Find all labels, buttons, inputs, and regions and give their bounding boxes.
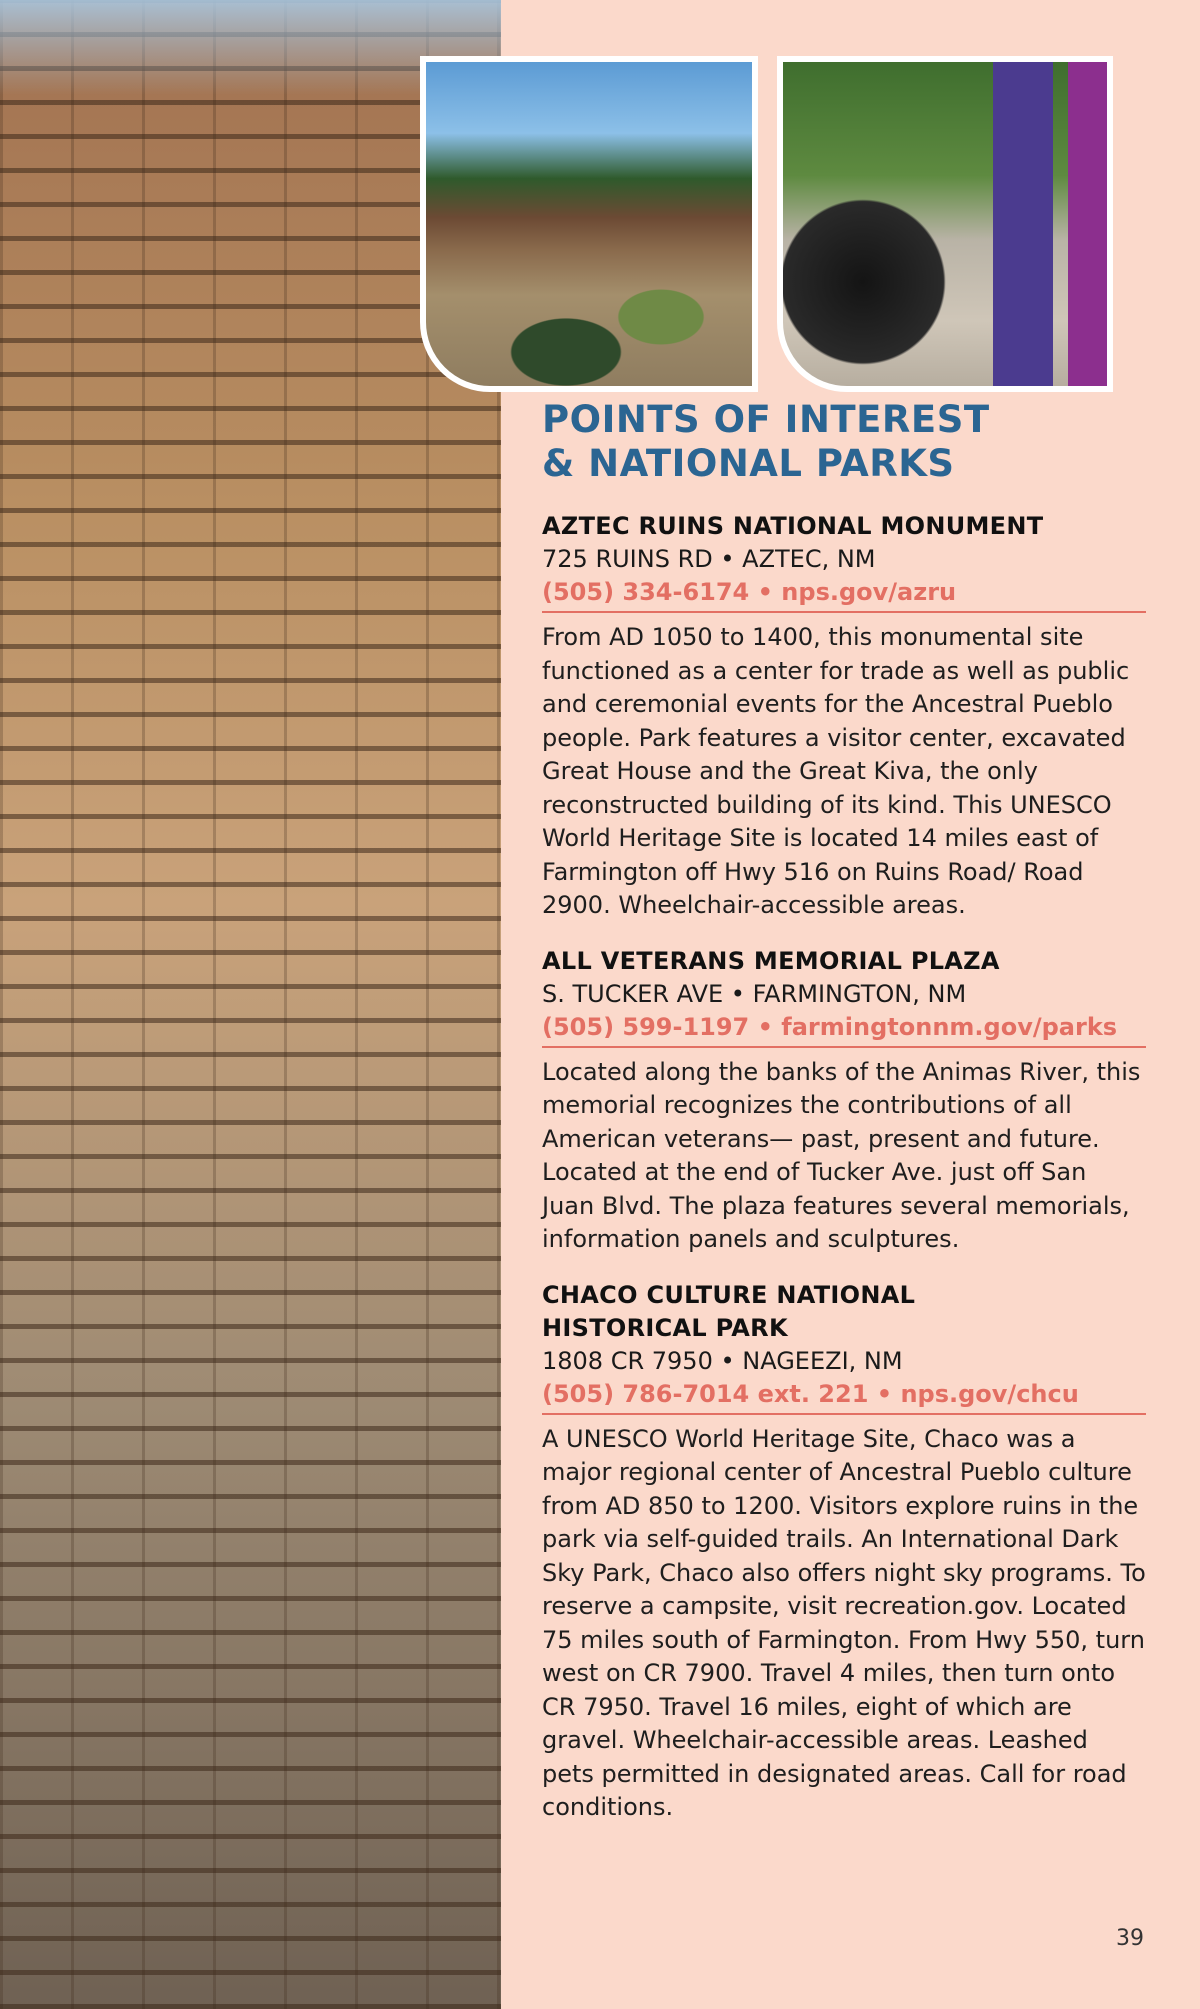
entry-title-line-2: HISTORICAL PARK bbox=[542, 1313, 788, 1342]
entry-veterans-memorial bbox=[542, 945, 1146, 1257]
memorial-plaza-photo bbox=[777, 56, 1113, 392]
entry-description: A UNESCO World Heritage Site, Chaco was a major regional center of Ancestral Pueblo culture from AD 850 to 1200. Visitors explore ruins in the park via self-guided trails. An International Dark Sky Park, Chaco also offers night sky programs. To reserve a campsite, visit recreation.gov. Located 75 miles south of Farmington. From Hwy 550, turn west on CR 7900. Travel 4 miles, then turn onto CR 7950. Travel 16 miles, eight of which are gravel. Wheelchair-accessible areas. Leashed pets permitted in designated areas. Call for road conditions. bbox=[542, 1424, 1146, 1821]
entry-title bbox=[542, 1279, 1146, 1345]
entry-aztec-ruins bbox=[542, 510, 1146, 923]
entry-title: AZTEC RUINS NATIONAL MONUMENT bbox=[542, 512, 1044, 540]
entry-chaco-culture bbox=[542, 1279, 1146, 1825]
entry-address: 725 RUINS RD • AZTEC, NM bbox=[542, 545, 876, 573]
entry-title-line-1: CHACO CULTURE NATIONAL bbox=[542, 1280, 916, 1309]
section-heading bbox=[542, 398, 1146, 486]
entry-contact: (505) 599-1197 • farmingtonnm.gov/parks bbox=[542, 1011, 1146, 1048]
points-of-interest-section bbox=[542, 398, 1146, 1825]
ruins-yucca-photo bbox=[420, 56, 758, 392]
entry-address: 1808 CR 7950 • NAGEEZI, NM bbox=[542, 1346, 903, 1375]
entry-contact: (505) 334-6174 • nps.gov/azru bbox=[542, 576, 1146, 613]
page-number: 39 bbox=[1116, 1926, 1144, 1951]
entry-address: S. TUCKER AVE • FARMINGTON, NM bbox=[542, 979, 967, 1008]
heading-line-1: POINTS OF INTEREST bbox=[542, 398, 990, 441]
entry-description: From AD 1050 to 1400, this monumental site functioned as a center for trade as well as public and ceremonial events for the Ancestral Pueblo people. Park features a visitor center, excavated Great House and the Great Kiva, the only reconstructed building of its kind. This UNESCO World Heritage Site is located 14 miles east of Farmington off Hwy 516 on Ruins Road/ Road 2900. Wheelchair-accessible areas. bbox=[542, 623, 1130, 919]
heading-line-2: & NATIONAL PARKS bbox=[542, 442, 955, 485]
entry-description: Located along the banks of the Animas River, this memorial recognizes the contributions of all American veterans— past, present and future. Located at the end of Tucker Ave. just off San Juan Blvd. The plaza features several memorials, information panels and sculptures. bbox=[542, 1057, 1141, 1253]
entry-title: ALL VETERANS MEMORIAL PLAZA bbox=[542, 946, 1000, 975]
entry-contact: (505) 786-7014 ext. 221 • nps.gov/chcu bbox=[542, 1378, 1146, 1415]
